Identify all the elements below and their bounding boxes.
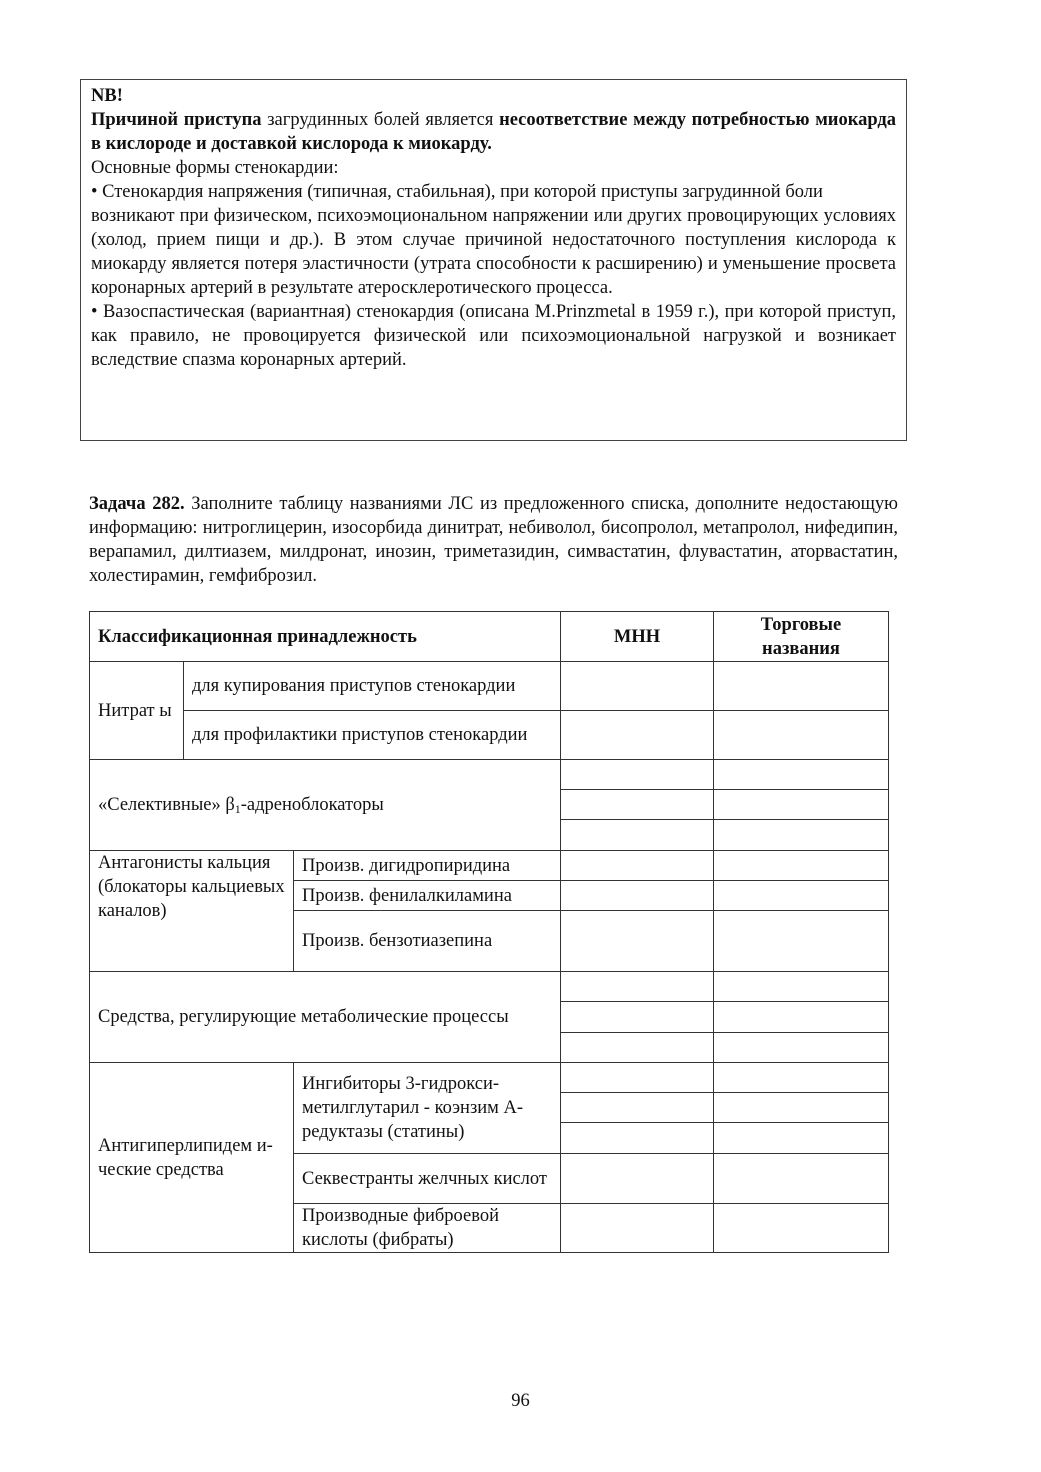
- nitrates-acute-label: для купирования приступов стенокардии: [184, 662, 561, 711]
- lipid-lowering-label: Антигиперлипидем и-ческие средства: [90, 1063, 294, 1253]
- beta-prefix: «Селективные» β: [98, 795, 235, 815]
- trade-cell[interactable]: [714, 711, 889, 760]
- header-trade-names: Торговые названия: [714, 612, 889, 662]
- inn-cell[interactable]: [561, 851, 714, 881]
- inn-cell[interactable]: [561, 662, 714, 711]
- nitrates-prevent-label: для профилактики приступов стенокардии: [184, 711, 561, 760]
- inn-cell[interactable]: [561, 1033, 714, 1063]
- nitrates-label: Нитрат ы: [90, 662, 184, 760]
- table-row: [90, 851, 889, 881]
- inn-cell[interactable]: [561, 911, 714, 972]
- nb-note-box: [80, 79, 907, 441]
- inn-cell[interactable]: [561, 1063, 714, 1093]
- trade-cell[interactable]: [714, 790, 889, 820]
- inn-cell[interactable]: [561, 1154, 714, 1204]
- trade-cell[interactable]: [714, 851, 889, 881]
- nb-cause-emphasis: несоответствие между потребностью миокарда в кислороде и доставкой кислорода к миокарду.: [91, 110, 896, 154]
- table-row: [90, 1063, 889, 1093]
- table-row: [90, 711, 889, 760]
- trade-cell[interactable]: [714, 1093, 889, 1123]
- beta-blockers-label: [90, 760, 561, 851]
- inn-cell[interactable]: [561, 790, 714, 820]
- calcium-benzo-label: Произв. бензотиазепина: [294, 911, 561, 972]
- trade-cell[interactable]: [714, 1033, 889, 1063]
- trade-cell[interactable]: [714, 881, 889, 911]
- nb-bullet-stable-rest: возникают при физическом, психоэмоциональном напряжении или других провоцирующих условиях (холод, прием пищи и др.). В этом случае причиной недостаточного поступления кислорода к миокарду является потеря эластичности (утрата способности к расширению) и уменьшение просвета коронарных артерий в результате атеросклеротического процесса.: [91, 206, 896, 298]
- table-row: [90, 972, 889, 1002]
- task-text: Заполните таблицу названиями ЛС из предложенного списка, дополните недостающую информацию: нитроглицерин, изосорбида динитрат, небиволол, бисопролол, метапролол, нифедипин, верапамил, дилтиазем, милдронат, инозин, триметазидин, симвастатин, флувастатин, аторвастатин, холестирамин, гемфиброзил.: [89, 494, 898, 586]
- header-classification: Классификационная принадлежность: [90, 612, 561, 662]
- inn-cell[interactable]: [561, 881, 714, 911]
- inn-cell[interactable]: [561, 1204, 714, 1253]
- beta-subscript: 1: [234, 802, 241, 816]
- calcium-antagonists-label: Антагонисты кальция (блокаторы кальциевых каналов): [90, 851, 294, 972]
- trade-cell[interactable]: [714, 972, 889, 1002]
- task-282: [89, 492, 898, 588]
- table-row: [90, 760, 889, 790]
- trade-cell[interactable]: [714, 1123, 889, 1154]
- nb-cause-label: Причиной приступа: [91, 110, 262, 130]
- inn-cell[interactable]: [561, 1093, 714, 1123]
- metabolic-label: Средства, регулирующие метаболические процессы: [90, 972, 561, 1063]
- nb-cause-paragraph: [91, 108, 896, 156]
- nb-bullet-stable-first: • Стенокардия напряжения (типичная, стабильная), при которой приступы загрудинной боли: [91, 182, 823, 202]
- trade-cell[interactable]: [714, 820, 889, 851]
- trade-cell[interactable]: [714, 760, 889, 790]
- sequestrants-label: Секвестранты желчных кислот: [294, 1154, 561, 1204]
- nb-forms-heading: Основные формы стенокардии:: [91, 158, 339, 178]
- task-label: Задача 282.: [89, 494, 185, 514]
- nb-title: NB!: [91, 86, 123, 106]
- beta-suffix: -адреноблокаторы: [240, 795, 384, 815]
- page-number: 96: [511, 1391, 530, 1411]
- statins-label: Ингибиторы 3-гидрокси-метилглутарил - коэнзим А-редуктазы (статины): [294, 1063, 561, 1154]
- inn-cell[interactable]: [561, 1002, 714, 1033]
- inn-cell[interactable]: [561, 711, 714, 760]
- trade-cell[interactable]: [714, 1204, 889, 1253]
- nb-cause-text: загрудинных болей является: [261, 110, 500, 130]
- table-header-row: [90, 612, 889, 662]
- calcium-phenyl-label: Произв. фенилалкиламина: [294, 881, 561, 911]
- nb-bullet-vasospastic: • Вазоспастическая (вариантная) стенокардия (описана M.Prinzmetal в 1959 г.), при которой приступ, как правило, не провоцируется физической или психоэмоциональной нагрузкой и возникает вследствие спазма коронарных артерий.: [91, 302, 896, 370]
- inn-cell[interactable]: [561, 760, 714, 790]
- classification-table: [89, 611, 889, 1253]
- fibrates-label: Производные фиброевой кислоты (фибраты): [294, 1204, 561, 1253]
- trade-cell[interactable]: [714, 662, 889, 711]
- header-inn: МНН: [561, 612, 714, 662]
- calcium-dhp-label: Произв. дигидропиридина: [294, 851, 561, 881]
- trade-cell[interactable]: [714, 1063, 889, 1093]
- inn-cell[interactable]: [561, 820, 714, 851]
- trade-cell[interactable]: [714, 911, 889, 972]
- inn-cell[interactable]: [561, 972, 714, 1002]
- inn-cell[interactable]: [561, 1123, 714, 1154]
- table-row: [90, 662, 889, 711]
- trade-cell[interactable]: [714, 1154, 889, 1204]
- trade-cell[interactable]: [714, 1002, 889, 1033]
